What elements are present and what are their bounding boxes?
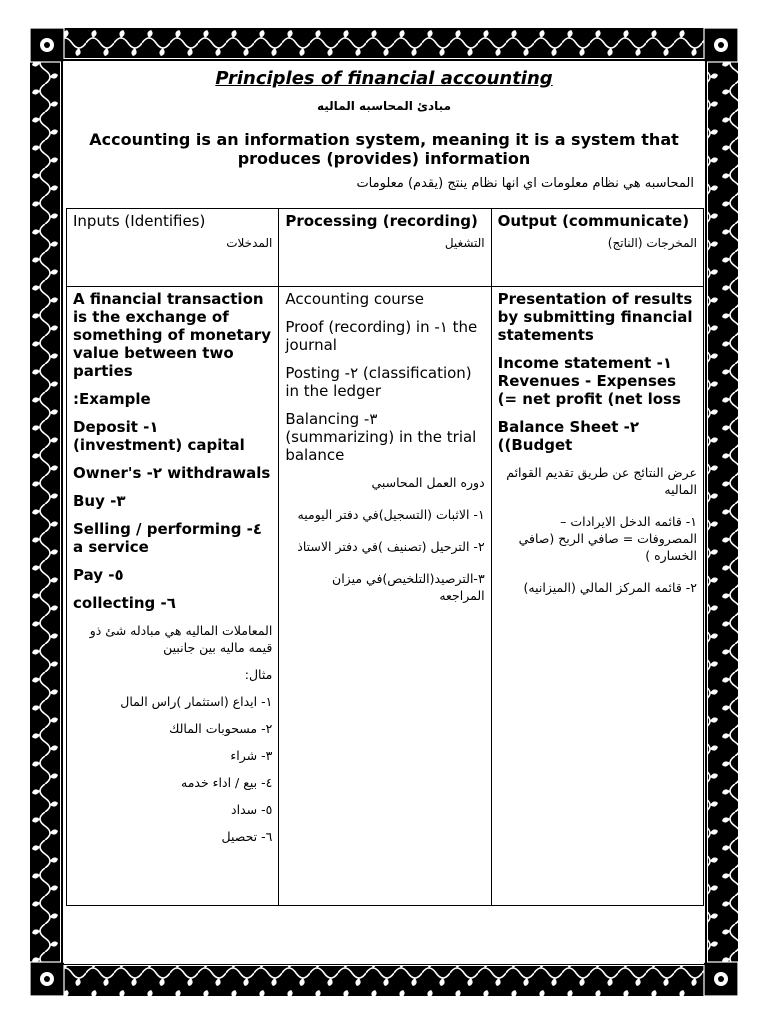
table-header-row [67,209,704,287]
list-item-arabic: ٥- سداد [231,802,273,817]
list-item-arabic: ١- الاثبات (التسجيل)في دفتر اليوميه [297,507,485,522]
list-item-arabic: ١- قائمه الدخل الايرادات – المصروفات = صافي الربح (صافي الخساره ) [518,514,697,563]
page-content [64,64,704,964]
list-item: Proof (recording) in -١ the journal [285,318,478,354]
definition-text-arabic: المحاسبه هي نظام معلومات اي انها نظام ينتج (يقدم) معلومات [356,176,694,191]
page-title: Principles of financial accounting [215,68,553,89]
list-item: Balancing -٣ (summarizing) in the trial balance [285,410,477,464]
definition-text: Accounting is an information system, meaning it is a system that produces (provides) information [89,130,679,168]
inputs-cell [67,287,279,906]
list-item-arabic: ٣- شراء [230,748,273,763]
table-body-row [67,287,704,906]
list-item: Deposit -١ (investment) capital [73,418,245,454]
header-output [491,209,703,287]
list-item-arabic: ٦- تحصيل [221,829,273,844]
output-heading: Presentation of results by submitting financial statements [497,290,693,344]
list-item: collecting -٦ [73,594,176,612]
header-inputs-label: Inputs (Identifies) [73,212,206,230]
output-heading-arabic: عرض النتائج عن طريق تقديم القوائم الماليه [506,465,697,497]
list-item: Pay -٥ [73,566,124,584]
inputs-definition-arabic: المعاملات الماليه هي مبادله شئ ذو قيمه ماليه بين جانبين [89,623,273,655]
inputs-definition: A financial transaction is the exchange of something of monetary value between two parties [73,290,271,380]
list-item: Owner's -٢ withdrawals [73,464,271,482]
header-processing-label: Processing (recording) [285,212,478,230]
header-output-label: Output (communicate) [497,212,690,230]
output-cell [491,287,703,906]
header-inputs-label-arabic: المدخلات [226,236,273,250]
list-item: Selling / performing -٤ a service [73,520,263,556]
list-item-arabic: ٢- الترحيل (تصنيف )في دفتر الاستاذ [297,539,485,554]
list-item-arabic: ٢- قائمه المركز المالي (الميزانيه) [523,580,697,595]
list-item-arabic: ٢- مسحوبات المالك [169,721,273,736]
list-item-arabic: ٤- بيع / اداء خدمه [181,775,273,790]
list-item: Posting -٢ (classification) in the ledger [285,364,472,400]
header-processing [279,209,491,287]
processing-cell [279,287,491,906]
inputs-example-label: :Example [73,390,151,408]
inputs-example-label-arabic: مثال: [244,667,273,682]
list-item-arabic: ٣-الترصيد(التلخيص)في ميزان المراجعه [332,571,485,603]
page-title-arabic: مبادئ المحاسبه الماليه [317,99,451,113]
list-item: Income statement -١ Revenues - Expenses (= net profit (net loss [497,354,681,408]
processing-heading-arabic: دوره العمل المحاسبي [371,475,485,490]
header-inputs [67,209,279,287]
list-item: Buy -٣ [73,492,126,510]
list-item: Balance Sheet -٢ ((Budget [497,418,640,454]
list-item-arabic: ١- ايداع (استثمار )راس المال [120,694,273,709]
header-output-label-arabic: المخرجات (الناتج) [607,236,697,250]
accounting-table [66,208,704,906]
processing-heading: Accounting course [285,290,424,308]
header-processing-label-arabic: التشغيل [444,236,485,250]
